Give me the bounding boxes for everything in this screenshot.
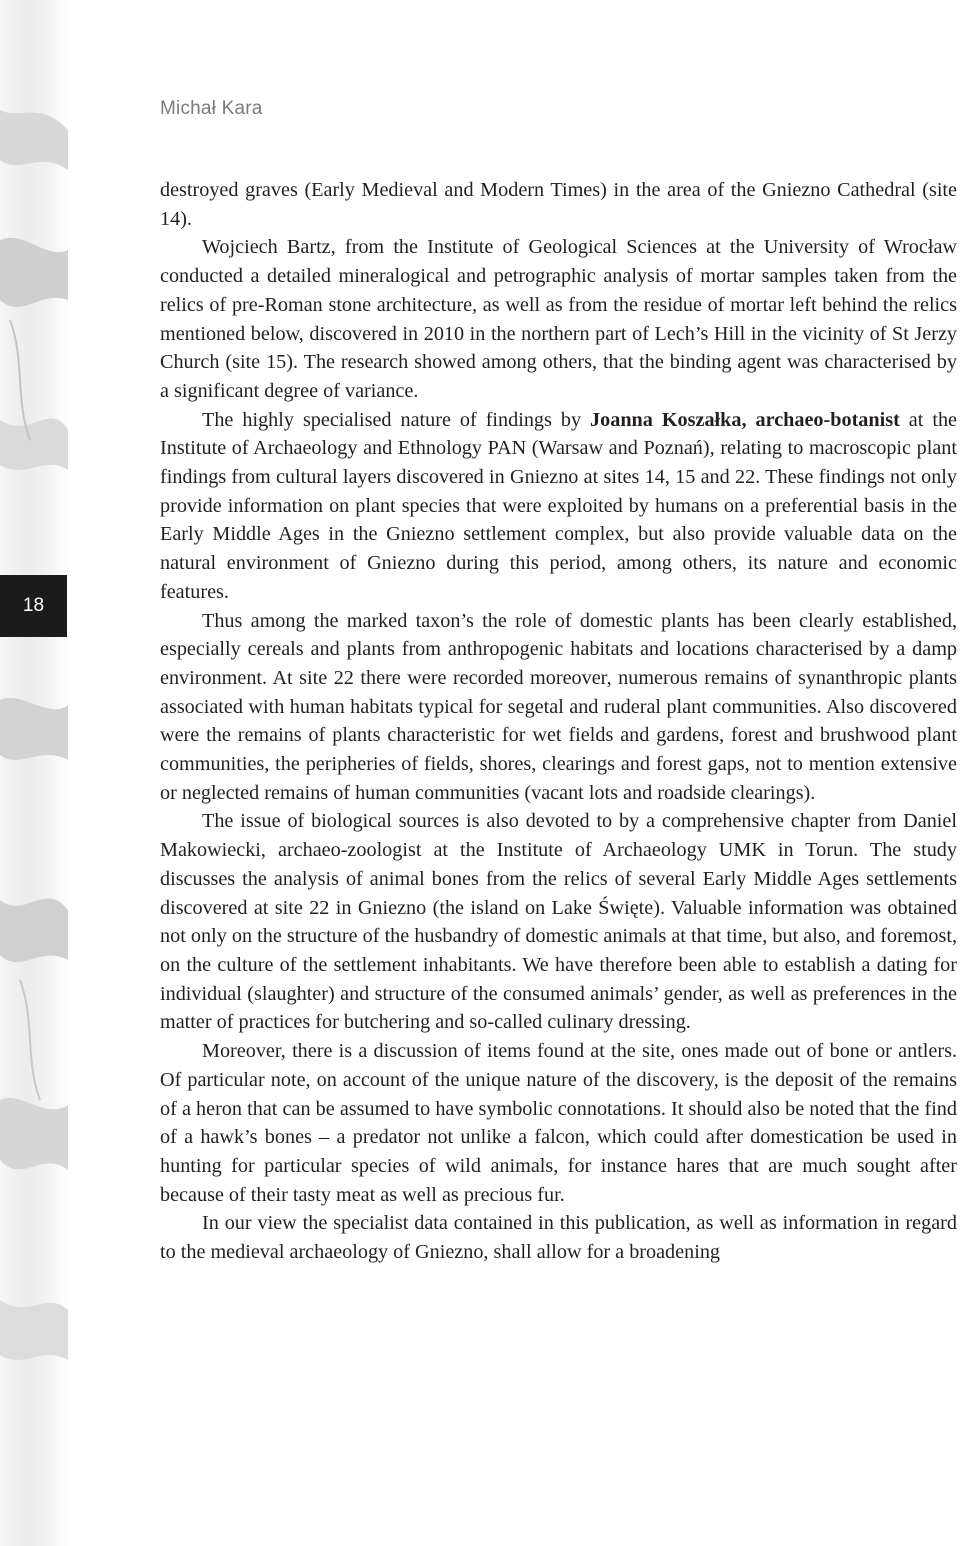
decorative-margin-strip xyxy=(0,0,68,1546)
paragraph xyxy=(160,1037,957,1209)
paragraph-text: Wojciech Bartz, from the Institute of Geological Sciences at the University of Wrocław conducted a detailed mineralogical and petrographic analysis of mortar samples taken from the relics of pre-Roman stone architecture, as well as from the residue of mortar left behind the relics mentioned below, discovered in 2010 in the northern part of Lech’s Hill in the vicinity of St Jerzy Church (site 15). The research showed among others, that the binding agent was characterised by a significant degree of variance. xyxy=(160,236,957,402)
running-head-author: Michał Kara xyxy=(160,98,263,119)
paragraph xyxy=(160,176,957,233)
paragraph xyxy=(160,1209,957,1266)
paragraph-text: In our view the specialist data contained in this publication, as well as information in regard to the medieval archaeology of Gniezno, shall allow for a broadening xyxy=(160,1212,957,1264)
bold-text: Joanna Koszałka, archaeo-botanist xyxy=(590,408,900,431)
paragraph-text: The highly specialised nature of findings by xyxy=(202,408,591,431)
body-text xyxy=(160,176,957,1267)
paragraph xyxy=(160,233,957,405)
paragraph xyxy=(160,607,957,808)
margin-texture-illustration xyxy=(0,0,68,1546)
paragraph xyxy=(160,807,957,1037)
paragraph-text: Thus among the marked taxon’s the role of domestic plants has been clearly established, especially cereals and plants from anthropogenic habitats and locations characterised by a damp environment. At site 22 there were recorded moreover, numerous remains of synanthropic plants associated with human habitats typical for segetal and ruderal plant communities. Also discovered were the remains of plants characteristic for wet fields and gardens, forest and brushwood plant communities, the peripheries of fields, shores, clearings and forest gaps, not to mention extensive or neglected remains of human communities (vacant lots and roadside clearings). xyxy=(160,609,957,804)
paragraph-text: at the Institute of Archaeology and Ethnology PAN (Warsaw and Poznań), relating to macroscopic plant findings from cultural layers discovered in Gniezno at sites 14, 15 and 22. These findings not only provide information on plant species that were exploited by humans on a preferential basis in the Early Middle Ages in the Gniezno settlement complex, but also provide valuable data on the natural environment of Gniezno during this period, among others, its nature and economic features. xyxy=(160,408,958,603)
paragraph-text: Moreover, there is a discussion of items found at the site, ones made out of bone or antlers. Of particular note, on account of the unique nature of the discovery, is the deposit of the remains of a heron that can be assumed to have symbolic connotations. It should also be noted that the find of a hawk’s bones – a predator not unlike a falcon, which could after domestication be used in hunting for particular species of wild animals, for instance hares that are much sought after because of their tasty meat as well as precious fur. xyxy=(160,1040,957,1206)
page-number-badge xyxy=(0,575,67,637)
paragraph-text: The issue of biological sources is also devoted to by a comprehensive chapter from Daniel Makowiecki, archaeo-zoologist at the Institute of Archaeology UMK in Torun. The study discusses the analysis of animal bones from the relics of several Early Middle Ages settlements discovered at site 22 in Gniezno (the island on Lake Święte). Valuable information was obtained not only on the structure of the husbandry of domestic animals at that time, but also, and foremost, on the culture of the settlement inhabitants. We have therefore been able to establish a dating for individual (slaughter) and structure of the consumed animals’ gender, as well as preferences in the matter of practices for butchering and so-called culinary dressing. xyxy=(160,810,957,1034)
paragraph xyxy=(160,406,957,607)
paragraph-text: destroyed graves (Early Medieval and Modern Times) in the area of the Gniezno Cathedral (site 14). xyxy=(160,179,957,230)
page-number: 18 xyxy=(22,595,45,616)
